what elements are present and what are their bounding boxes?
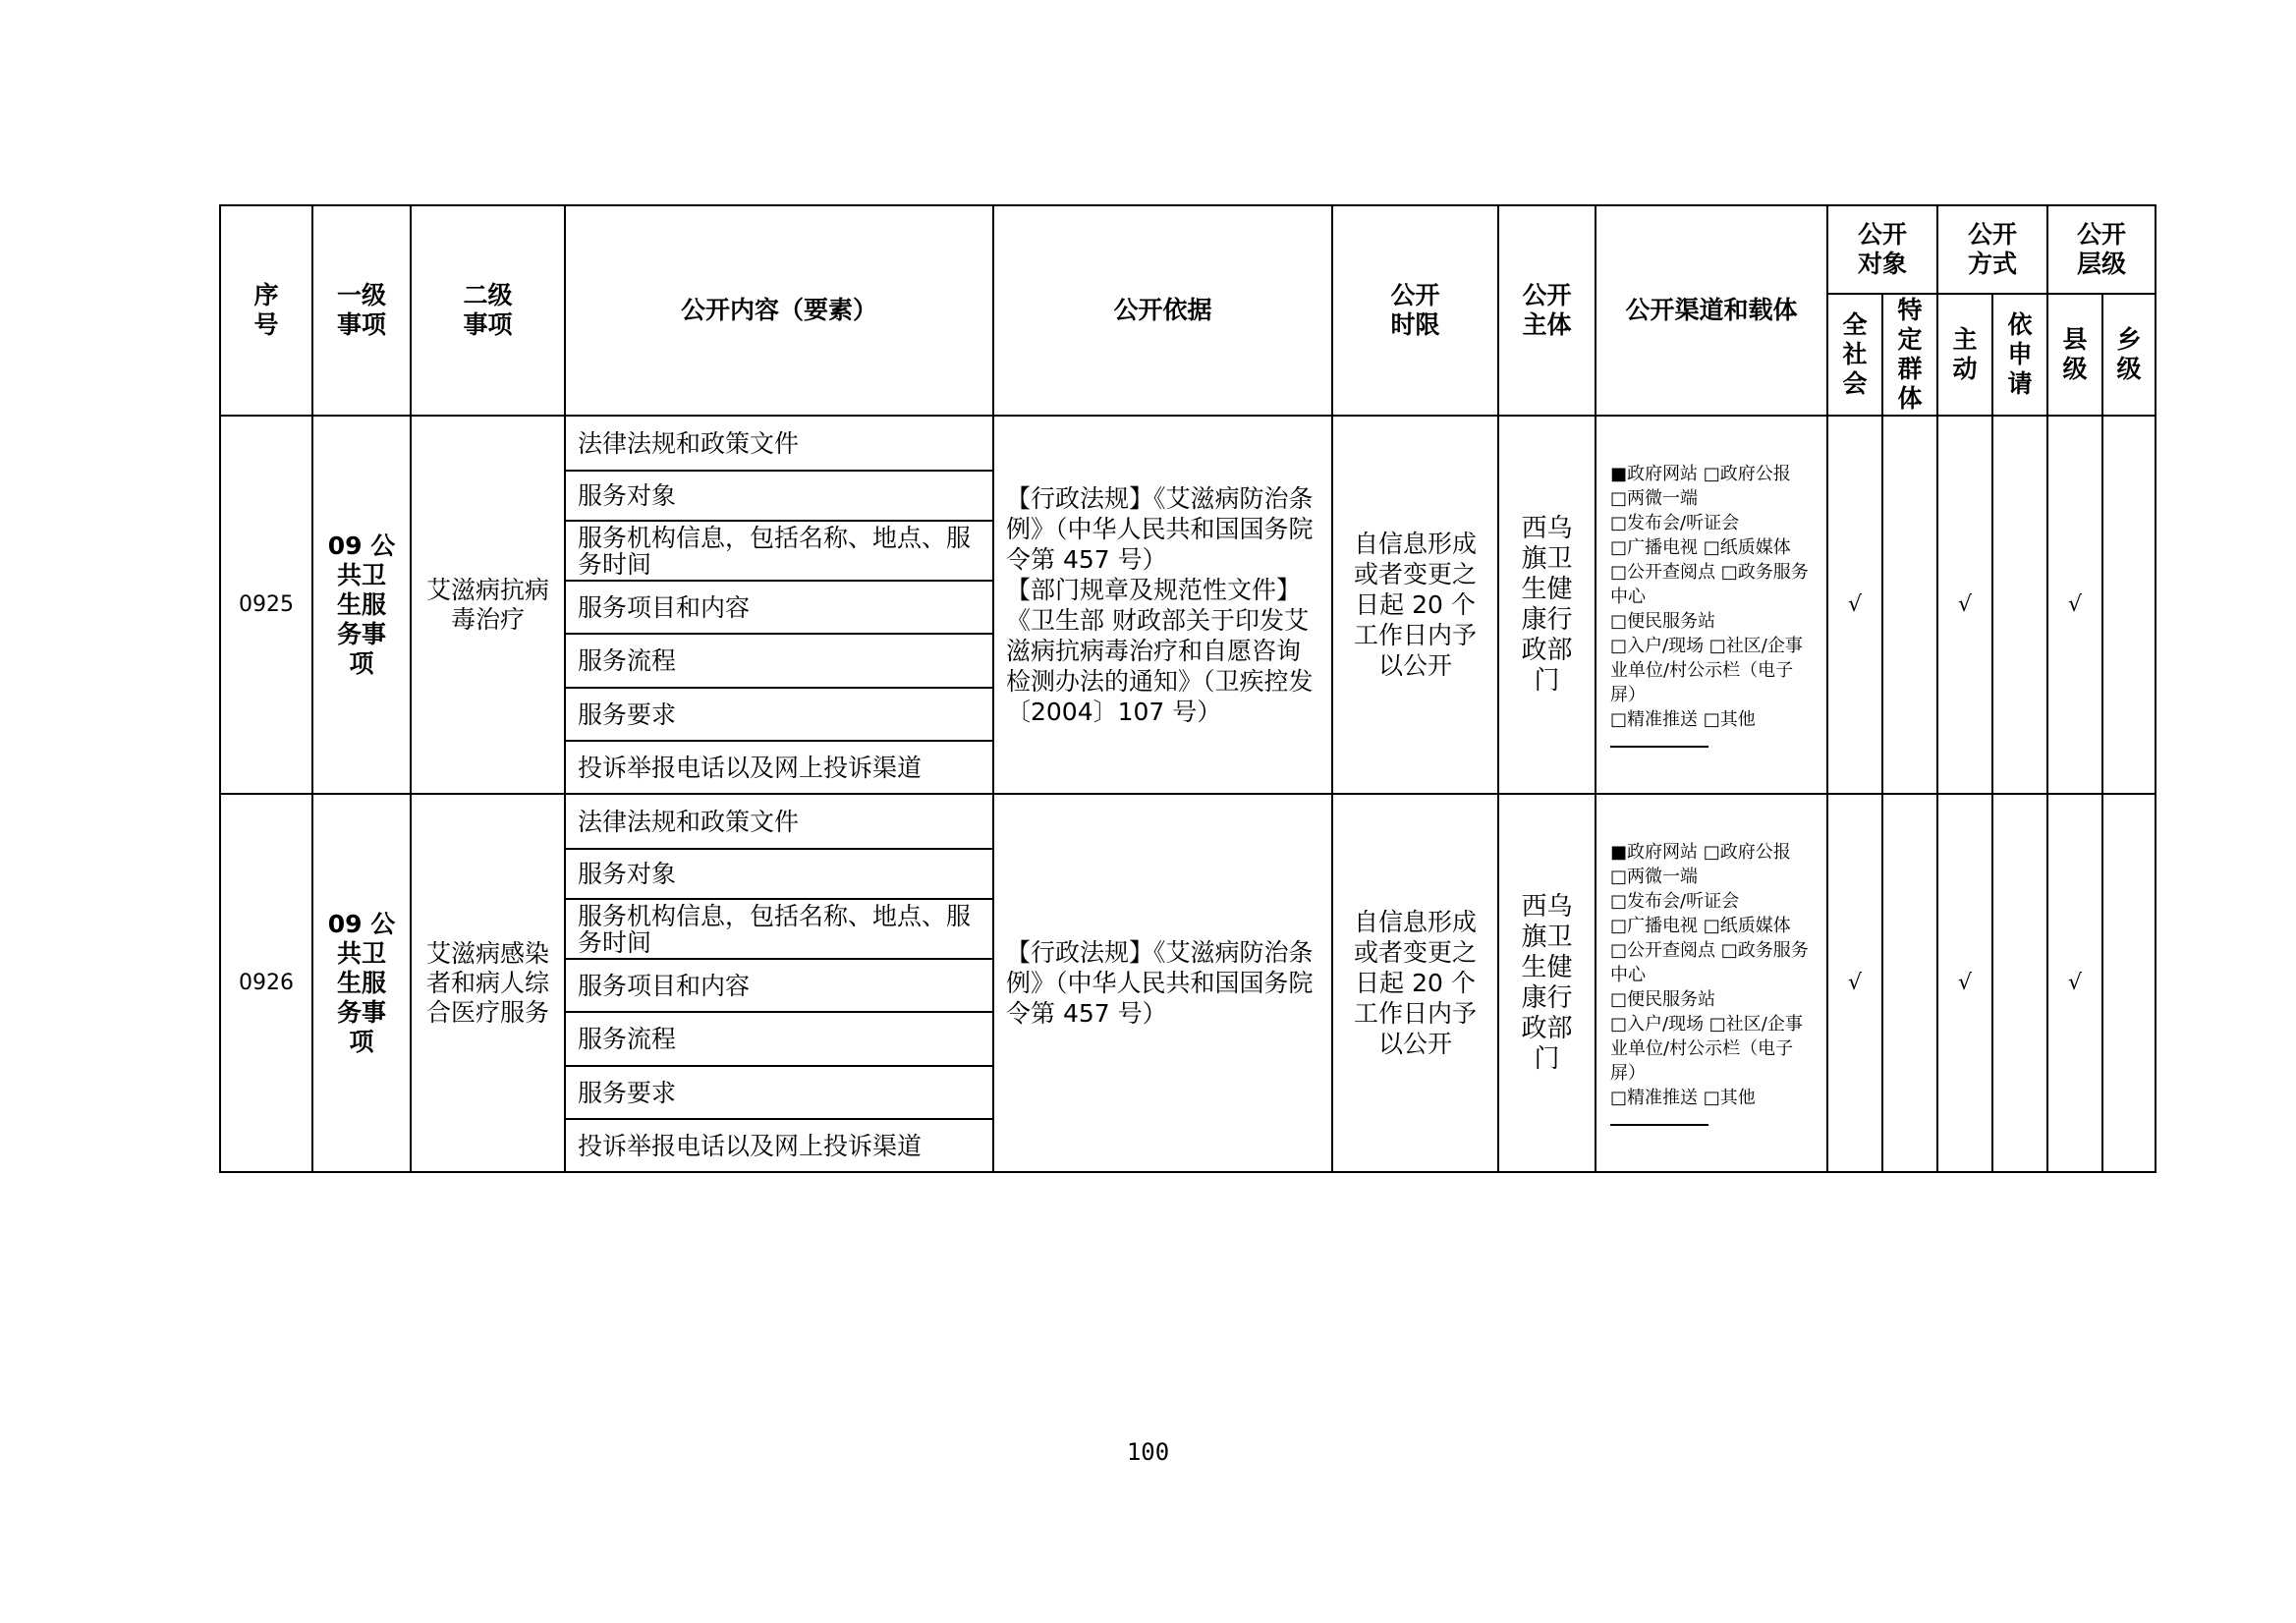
row-content-item: 服务对象 bbox=[565, 471, 993, 521]
row-content-item: 服务流程 bbox=[565, 1012, 993, 1066]
header-level: 公开层级 bbox=[2047, 205, 2156, 294]
header-method: 公开方式 bbox=[1937, 205, 2047, 294]
header-channel: 公开渠道和载体 bbox=[1596, 205, 1827, 416]
header-target-all: 全社会 bbox=[1827, 294, 1882, 416]
method-apply-mark bbox=[1992, 794, 2047, 1172]
row-level1: 09 公共卫生服务事项 bbox=[312, 416, 411, 794]
row-level2: 艾滋病抗病毒治疗 bbox=[411, 416, 565, 794]
header-time-limit: 公开时限 bbox=[1332, 205, 1498, 416]
method-active-mark: √ bbox=[1937, 794, 1992, 1172]
header-target: 公开对象 bbox=[1827, 205, 1937, 294]
table-row bbox=[220, 416, 2156, 471]
row-content-item: 服务项目和内容 bbox=[565, 959, 993, 1012]
row-subject: 西乌旗卫生健康行政部门 bbox=[1498, 416, 1596, 794]
header-basis: 公开依据 bbox=[993, 205, 1332, 416]
target-all-mark: √ bbox=[1827, 416, 1882, 794]
row-basis: 【行政法规】《艾滋病防治条例》（中华人民共和国国务院令第 457 号） 【部门规章及规范性文件】《卫生部 财政部关于印发艾滋病抗病毒治疗和自愿咨询检测办法的通知》（卫疾控发〔2004〕107 号） bbox=[993, 416, 1332, 794]
header-level2: 二级事项 bbox=[411, 205, 565, 416]
page-number: 100 bbox=[1126, 1438, 1170, 1466]
channel-blank-line bbox=[1610, 1124, 1708, 1126]
level-county-mark: √ bbox=[2047, 416, 2102, 794]
header-method-active: 主动 bbox=[1937, 294, 1992, 416]
row-content-item: 法律法规和政策文件 bbox=[565, 416, 993, 471]
row-content-item: 投诉举报电话以及网上投诉渠道 bbox=[565, 741, 993, 794]
channel-blank-line bbox=[1610, 746, 1708, 748]
row-channel: ■政府网站 □政府公报 □两微一端 □发布会/听证会 □广播电视 □纸质媒体 □公开查阅点 □政务服务中心 □便民服务站 □入户/现场 □社区/企事业单位/村公示栏（电子屏） □精准推送 □其他 bbox=[1596, 416, 1827, 794]
level-county-mark: √ bbox=[2047, 794, 2102, 1172]
row-basis: 【行政法规】《艾滋病防治条例》（中华人民共和国国务院令第 457 号） bbox=[993, 794, 1332, 1172]
row-seq: 0926 bbox=[220, 794, 312, 1172]
header-seq: 序号 bbox=[220, 205, 312, 416]
row-level2: 艾滋病感染者和病人综合医疗服务 bbox=[411, 794, 565, 1172]
level-township-mark bbox=[2102, 794, 2156, 1172]
target-all-mark: √ bbox=[1827, 794, 1882, 1172]
row-subject: 西乌旗卫生健康行政部门 bbox=[1498, 794, 1596, 1172]
target-specific-mark bbox=[1882, 416, 1937, 794]
header-target-specific: 特定群体 bbox=[1882, 294, 1937, 416]
row-channel: ■政府网站 □政府公报 □两微一端 □发布会/听证会 □广播电视 □纸质媒体 □公开查阅点 □政务服务中心 □便民服务站 □入户/现场 □社区/企事业单位/村公示栏（电子屏） □精准推送 □其他 bbox=[1596, 794, 1827, 1172]
row-content-item: 服务对象 bbox=[565, 849, 993, 899]
row-seq: 0925 bbox=[220, 416, 312, 794]
header-content: 公开内容（要素） bbox=[565, 205, 993, 416]
header-level-township: 乡级 bbox=[2102, 294, 2156, 416]
row-content-item: 服务机构信息，包括名称、地点、服务时间 bbox=[565, 521, 993, 581]
disclosure-table bbox=[219, 204, 2156, 1173]
header-level-county: 县级 bbox=[2047, 294, 2102, 416]
target-specific-mark bbox=[1882, 794, 1937, 1172]
table-row bbox=[220, 794, 2156, 849]
row-time-limit: 自信息形成或者变更之日起 20 个工作日内予以公开 bbox=[1332, 416, 1498, 794]
row-content-item: 服务项目和内容 bbox=[565, 581, 993, 634]
method-active-mark: √ bbox=[1937, 416, 1992, 794]
row-content-item: 投诉举报电话以及网上投诉渠道 bbox=[565, 1119, 993, 1172]
header-level1: 一级事项 bbox=[312, 205, 411, 416]
row-content-item: 服务要求 bbox=[565, 1066, 993, 1119]
row-content-item: 服务机构信息，包括名称、地点、服务时间 bbox=[565, 899, 993, 959]
header-method-apply: 依申请 bbox=[1992, 294, 2047, 416]
level-township-mark bbox=[2102, 416, 2156, 794]
row-level1: 09 公共卫生服务事项 bbox=[312, 794, 411, 1172]
row-content-item: 服务要求 bbox=[565, 688, 993, 741]
header-subject: 公开主体 bbox=[1498, 205, 1596, 416]
row-time-limit: 自信息形成或者变更之日起 20 个工作日内予以公开 bbox=[1332, 794, 1498, 1172]
row-content-item: 法律法规和政策文件 bbox=[565, 794, 993, 849]
method-apply-mark bbox=[1992, 416, 2047, 794]
row-content-item: 服务流程 bbox=[565, 634, 993, 688]
